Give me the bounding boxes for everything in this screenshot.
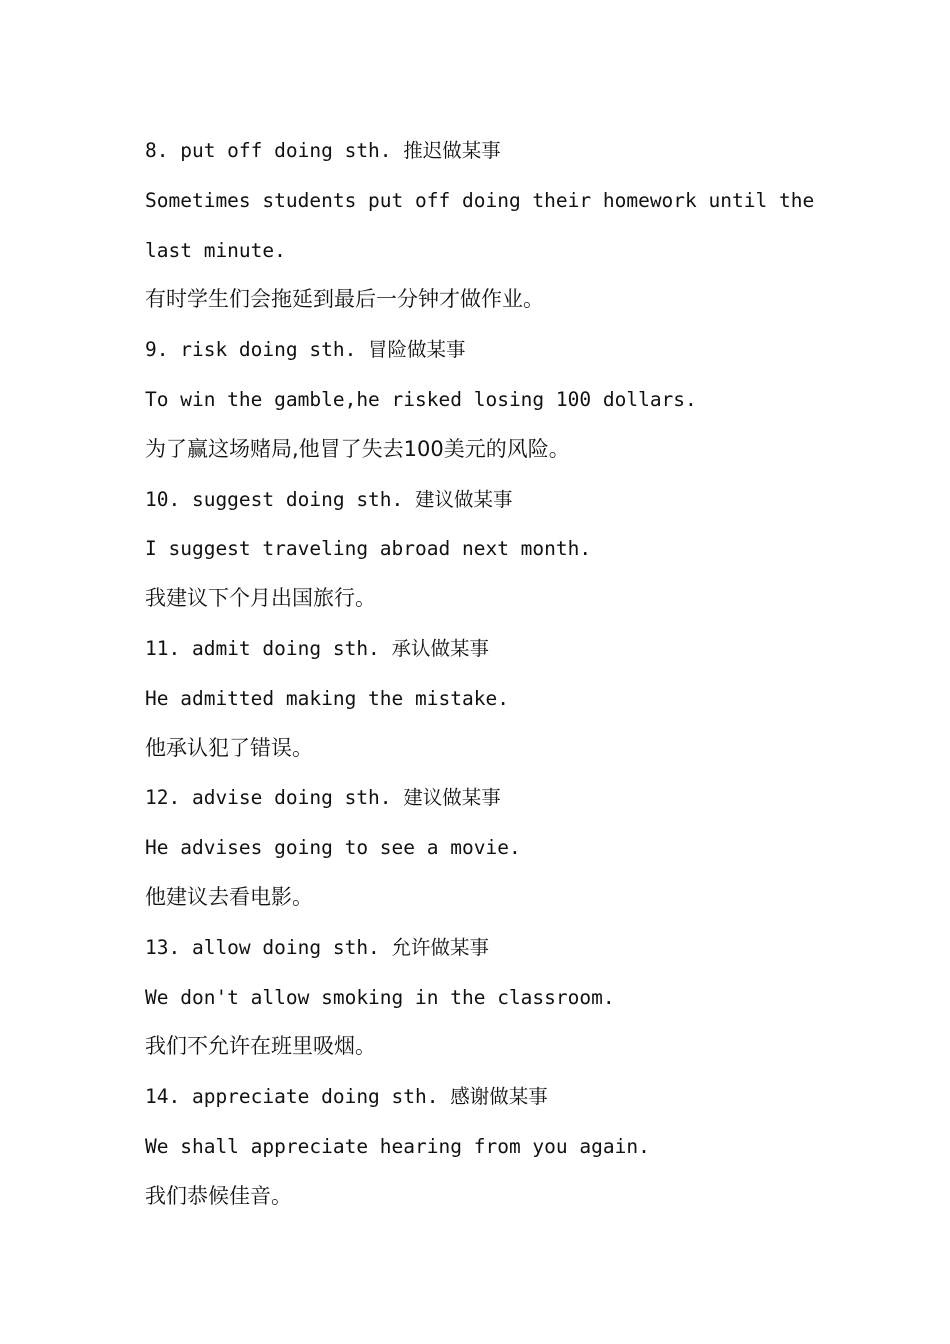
example-translation-zh: 我们恭候佳音。 <box>145 1183 292 1208</box>
example-sentence-en: We shall appreciate hearing from you again. <box>145 1134 650 1158</box>
example-translation-zh: 有时学生们会拖延到最后一分钟才做作业。 <box>145 287 544 312</box>
example-sentence-en-continued: last minute. <box>145 238 286 262</box>
example-translation-zh: 为了赢这场赌局,他冒了失去100美元的风险。 <box>145 436 570 461</box>
example-sentence-en: I suggest traveling abroad next month. <box>145 537 592 561</box>
heading-advise: 12. advise doing sth. 建议做某事 <box>145 786 501 810</box>
example-sentence-en: We don't allow smoking in the classroom. <box>145 985 615 1009</box>
heading-allow: 13. allow doing sth. 允许做某事 <box>145 935 490 959</box>
heading-appreciate: 14. appreciate doing sth. 感谢做某事 <box>145 1085 548 1109</box>
heading-risk: 9. risk doing sth. 冒险做某事 <box>145 338 466 362</box>
example-translation-zh: 我建议下个月出国旅行。 <box>145 586 376 611</box>
example-sentence-en: To win the gamble,he risked losing 100 dollars. <box>145 387 697 411</box>
heading-put-off: 8. put off doing sth. 推迟做某事 <box>145 139 501 162</box>
example-translation-zh: 我们不允许在班里吸烟。 <box>145 1034 376 1059</box>
example-sentence-en: Sometimes students put off doing their homework until the <box>145 188 815 212</box>
heading-suggest: 10. suggest doing sth. 建议做某事 <box>145 487 513 511</box>
example-translation-zh: 他承认犯了错误。 <box>145 735 313 760</box>
example-sentence-en: He advises going to see a movie. <box>145 836 521 860</box>
example-translation-zh: 他建议去看电影。 <box>145 884 313 909</box>
example-sentence-en: He admitted making the mistake. <box>145 686 509 710</box>
document-body <box>145 126 835 1222</box>
heading-admit: 11. admit doing sth. 承认做某事 <box>145 636 490 660</box>
